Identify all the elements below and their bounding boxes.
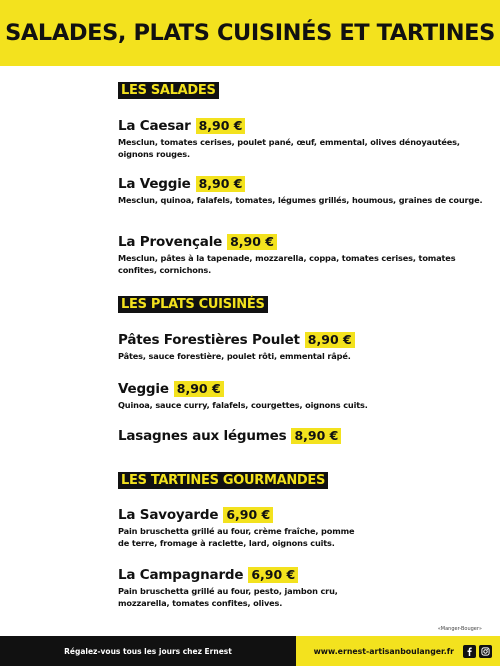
- footer-right-panel: [296, 636, 500, 666]
- menu-item-pates-forestieres: [118, 332, 488, 362]
- website-link[interactable]: www.ernest-artisanboulanger.fr: [313, 646, 454, 656]
- item-description: Mesclun, quinoa, falafels, tomates, légumes grillés, houmous, graines de courge.: [118, 195, 483, 205]
- item-name: Lasagnes aux légumes: [118, 428, 287, 444]
- menu-item-lasagnes: [118, 428, 488, 444]
- page-title: SALADES, PLATS CUISINÉS ET TARTINES: [5, 20, 495, 46]
- item-name: La Caesar: [118, 118, 191, 134]
- price-badge: 6,90 €: [248, 567, 298, 583]
- item-name: Pâtes Forestières Poulet: [118, 332, 300, 348]
- facebook-icon[interactable]: [463, 645, 476, 658]
- item-description: Pâtes, sauce forestière, poulet rôti, emmental râpé.: [118, 351, 351, 361]
- item-name: La Savoyarde: [118, 507, 219, 523]
- menu-item-provencale: [118, 234, 488, 276]
- item-name: Veggie: [118, 381, 169, 397]
- item-description: Mesclun, pâtes à la tapenade, mozzarella, coppa, tomates cerises, tomates confites, cornichons.: [118, 253, 456, 275]
- item-description: Mesclun, tomates cerises, poulet pané, œuf, emmental, olives dénoyautées, oignons rouges.: [118, 137, 460, 159]
- item-description: Pain bruschetta grillé au four, crème fraîche, pomme de terre, fromage à raclette, lard, oignons cuits.: [118, 526, 355, 548]
- price-badge: 8,90 €: [196, 118, 246, 134]
- menu-item-veggie-salad: [118, 176, 488, 206]
- footer-bar: [0, 636, 500, 666]
- item-name: La Provençale: [118, 234, 223, 250]
- section-title-salades: LES SALADES: [118, 82, 219, 99]
- price-badge: 8,90 €: [196, 176, 246, 192]
- item-name: La Campagnarde: [118, 567, 244, 583]
- item-description: Pain bruschetta grillé au four, pesto, jambon cru, mozzarella, tomates confites, olives.: [118, 586, 338, 608]
- section-title-tartines: LES TARTINES GOURMANDES: [118, 472, 328, 489]
- menu-item-caesar: [118, 118, 488, 160]
- menu-item-veggie-plat: [118, 381, 488, 411]
- credit-text: «Manger-Bouger»: [437, 626, 482, 632]
- price-badge: 8,90 €: [174, 381, 224, 397]
- menu-item-savoyarde: [118, 507, 488, 549]
- header-banner: [0, 0, 500, 66]
- instagram-icon[interactable]: [479, 645, 492, 658]
- item-name: La Veggie: [118, 176, 191, 192]
- price-badge: 8,90 €: [227, 234, 277, 250]
- section-title-plats: LES PLATS CUISINÉS: [118, 296, 268, 313]
- menu-item-campagnarde: [118, 567, 488, 609]
- price-badge: 8,90 €: [291, 428, 341, 444]
- price-badge: 8,90 €: [305, 332, 355, 348]
- footer-tagline: Régalez-vous tous les jours chez Ernest: [64, 646, 232, 656]
- item-description: Quinoa, sauce curry, falafels, courgettes, oignons cuits.: [118, 400, 368, 410]
- price-badge: 6,90 €: [223, 507, 273, 523]
